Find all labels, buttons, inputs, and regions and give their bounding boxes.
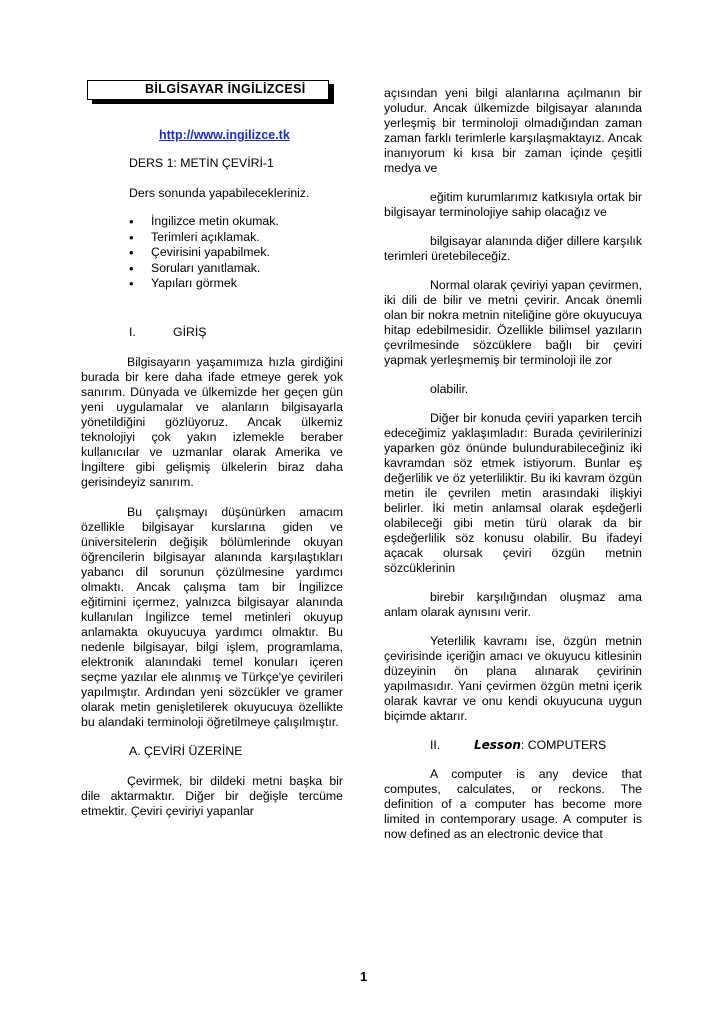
list-item: • Çevirisini yapabilmek. — [129, 245, 343, 261]
lesson-word: Lesson — [474, 738, 521, 752]
section-heading-2 — [384, 738, 642, 753]
paragraph: birebir karşılığından oluşmaz ama anlam olarak aynısını verir. — [384, 590, 642, 619]
right-column — [384, 86, 642, 842]
subsection-heading: A. ÇEVİRİ ÜZERİNE — [129, 743, 243, 758]
list-item: • İngilizce metin okumak. — [129, 214, 343, 230]
paragraph: eğitim kurumlarımız katkısıyla ortak bir bilgisayar terminolojiye sahip olacağız ve — [384, 190, 642, 219]
paragraph: olabilir. — [430, 382, 469, 396]
paragraph: Bilgisayarın yaşamımıza hızla girdiğini burada bir kere daha ifade etmeye gerek yok sanırım. Dünyada ve ülkemizde her geçen gün yeni uygulamalar ve alanların bilgisayarla yönetildiğini gözlüyoruz. Ancak ülkemiz teknolojiyi çok yakın izlemekle beraber kullanıcılar ve uzmanlar olarak Amerika ve İngiltere gibi gelişmiş ülkelerin biraz daha gerisindeyiz sanırım. — [81, 354, 343, 489]
list-item: • Terimleri açıklamak. — [129, 230, 343, 246]
list-item: • Yapıları görmek — [129, 276, 343, 292]
title-box — [87, 80, 333, 104]
section-heading-1 — [81, 325, 343, 340]
left-column — [81, 80, 343, 819]
paragraph: Bu çalışmayı düşünürken amacım özellikle bilgisayar kurslarına giden ve üniversitelerin değişik bölümlerinde okuyan öğrencilerin bilgisayar alanında karşılaştıkları yabancı dil sorunun çözülmesine yardımcı olmaktı. Ancak çalışma tam bir İngilizce eğitimini içermez, yalnızca bilgisayar alanında kullanılan İngilizce temel metinleri okuyup anlamakta okuyucuya yardımcı olmaktır. Bu nedenle bilgisayar, bilgi işlem, programlama, elektronik alanındaki temel konuları içeren seçme yazılar ele alınmış ve Türkçe'ye çevirileri yapılmıştır. Ardından yeni sözcükler ve gramer olarak metin genişletilerek okuyucuya özellikte bu alandaki terminoloji öğretilmeye çalışılmıştır. — [81, 504, 343, 729]
document-title: BİLGİSAYAR İNGİLİZCESİ — [145, 82, 306, 96]
website-link[interactable]: http://www.ingilizce.tk — [159, 128, 290, 142]
objectives-list — [81, 214, 343, 292]
section-number: II. — [430, 738, 441, 752]
paragraph: açısından yeni bilgi alanlarına açılmanın bir yoludur. Ancak ülkemizde bilgisayar alanında yerleşmiş bir terminoloji olmadığından zaman zaman farklı terimlerle karşılaşmaktayız. Ancak inanıyorum ki kısa bir zaman içinde çeşitli medya ve — [384, 86, 642, 175]
objectives-intro: Ders sonunda yapabilecekleriniz. — [129, 186, 310, 200]
lesson-heading: DERS 1: METİN ÇEVİRİ-1 — [129, 156, 274, 170]
paragraph: Çevirmek, bir dildeki metni başka bir dile aktarmaktır. Diğer bir değişle tercüme etmektir. Çeviri çeviriyi yapanlar — [81, 773, 343, 818]
paragraph: Yeterlilik kavramı ise, özgün metnin çevirisinde içeriğin amacı ve okuyucu kitlesinin düzeyinin ön plana alınarak çevirinin yapılmasıdır. Yani çevirmen özgün metni içerik olarak kavrar ve onu kendi okuyucuna uygun biçimde aktarır. — [384, 634, 642, 723]
paragraph: bilgisayar alanında diğer dillere karşılık terimleri üretebileceğiz. — [384, 234, 642, 263]
section-title: : COMPUTERS — [520, 738, 607, 752]
list-item: • Soruları yanıtlamak. — [129, 261, 343, 277]
section-title: GİRİŞ — [173, 324, 207, 339]
page-number: 1 — [360, 969, 368, 984]
paragraph: Normal olarak çeviriyi yapan çevirmen, iki dili de bilir ve metni çevirir. Ancak önemli olan bir nokra metnin niteliğine göre okuyucuya hitap edebilmesidir. Özellikle bilimsel yazıların çevrilmesinde sözcüklere bağlı bir çeviri yapmak yerleşmemiş bir terminoloji ile zor — [384, 278, 642, 367]
paragraph: Diğer bir konuda çeviri yaparken tercih edeceğimiz yaklaşımladır: Burada çevirilerinizi yaparken göz önünde bulundurabileceğiniz iki kavramdan söz etmek istiyorum. Bunlar eş değerlilik ve öz yeterliliktir. Bu iki kavram özgün metin ile çevrilen metin arasındaki ilişkiyi belirler. İki metin anlamsal olarak eşdeğerli olabileceği gibi metin türü olarak da bir eşdeğerlilik söz konusu olabilir. Bu ifadeyi açacak olursak çeviri özgün metnin sözcüklerinin — [384, 411, 642, 575]
paragraph: A computer is any device that computes, calculates, or reckons. The definition of a computer has become more limited in contemporary usage. A computer is now defined as an electronic device that — [384, 767, 642, 841]
section-number: I. — [129, 324, 136, 339]
